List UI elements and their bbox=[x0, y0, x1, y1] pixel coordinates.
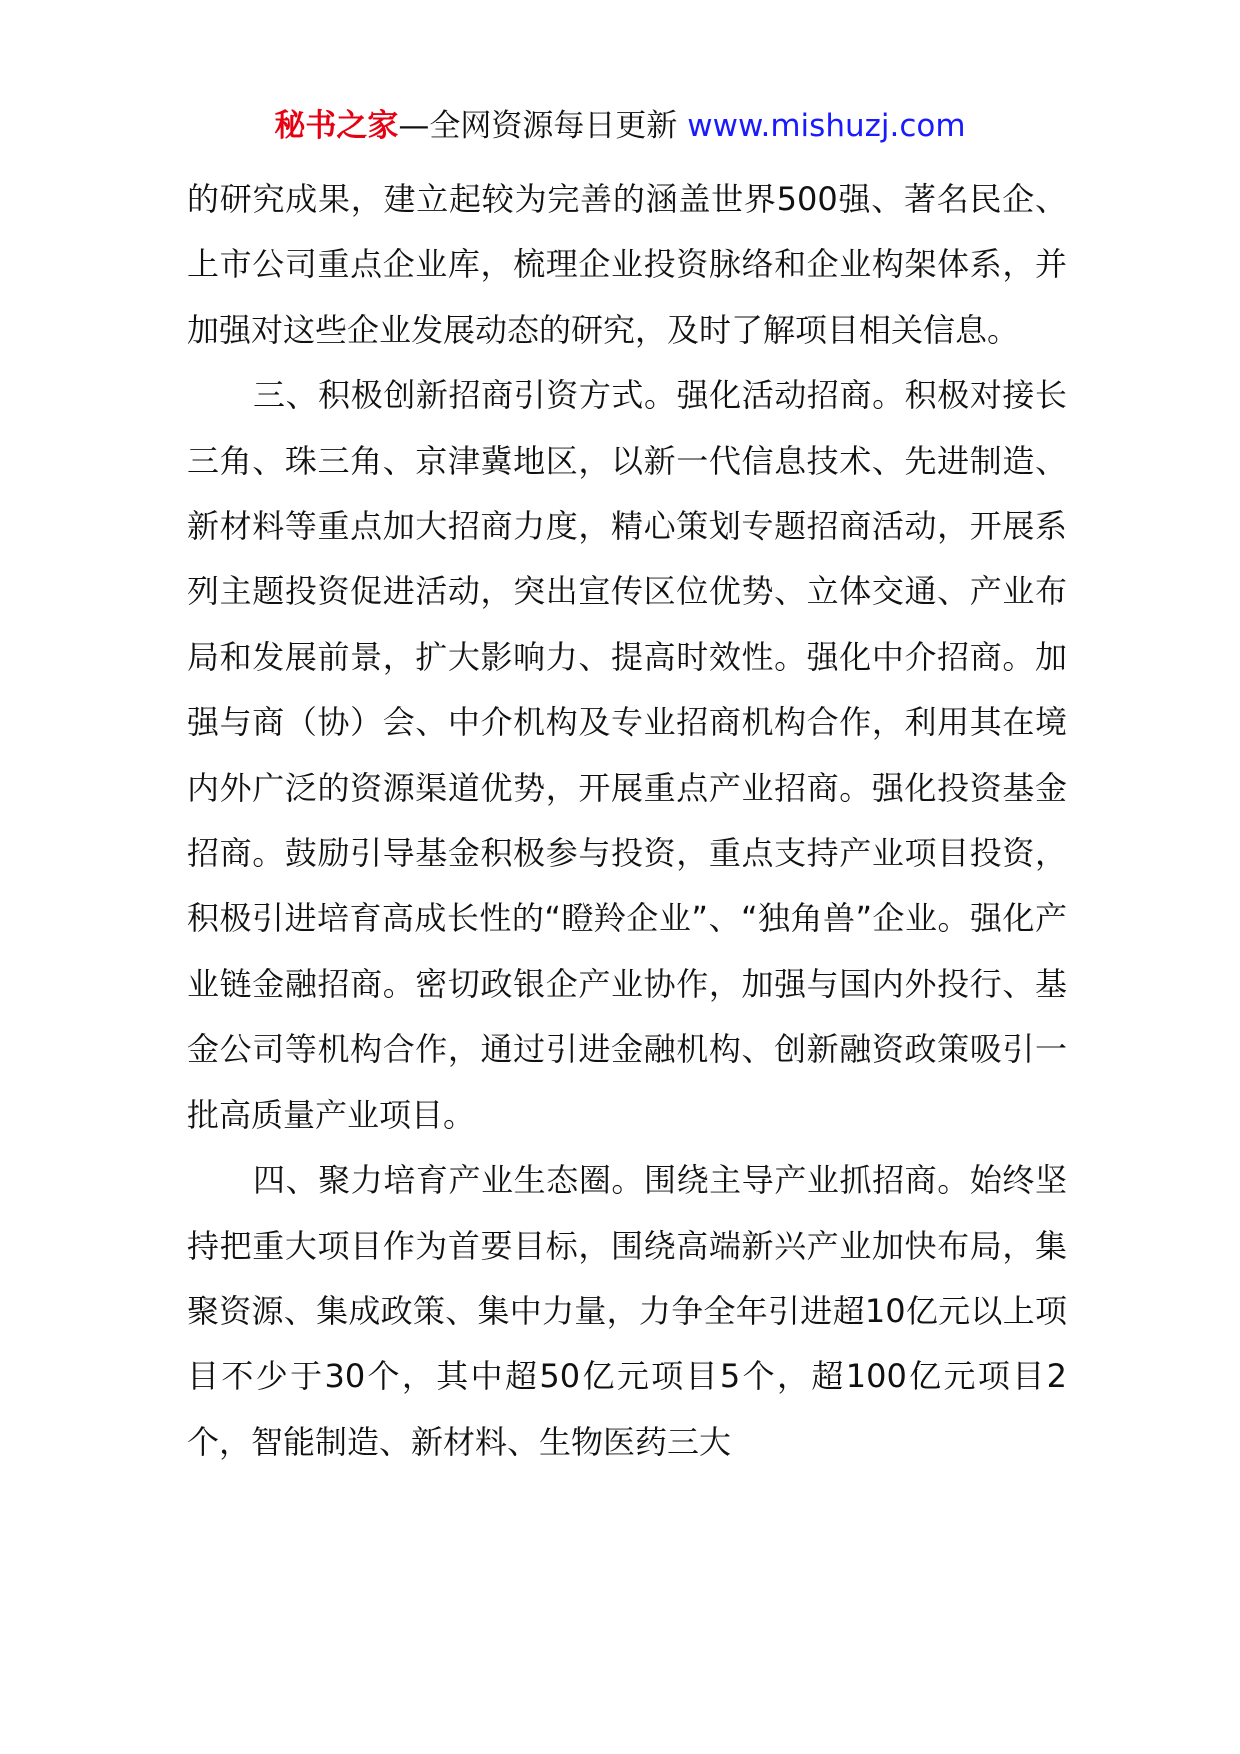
site-url[interactable]: www.mishuzj.com bbox=[687, 108, 966, 144]
paragraph-section-four: 四、聚力培育产业生态圈。围绕主导产业抓招商。始终坚持把重大项目作为首要目标，围绕高端新兴产业加快布局，集聚资源、集成政策、集中力量，力争全年引进超10亿元以上项目不少于30个，其中超50亿元项目5个，超100亿元项目2个，智能制造、新材料、生物医药三大 bbox=[187, 1161, 1067, 1461]
paragraph-continuation: 的研究成果，建立起较为完善的涵盖世界500强、著名民企、上市公司重点企业库，梳理企业投资脉络和企业构架体系，并加强对这些企业发展动态的研究，及时了解项目相关信息。 bbox=[187, 180, 1067, 349]
paragraph-section-three: 三、积极创新招商引资方式。强化活动招商。积极对接长三角、珠三角、京津冀地区，以新一代信息技术、先进制造、新材料等重点加大招商力度，精心策划专题招商活动，开展系列主题投资促进活动，突出宣传区位优势、立体交通、产业布局和发展前景，扩大影响力、提高时效性。强化中介招商。加强与商（协）会、中介机构及专业招商机构合作，利用其在境内外广泛的资源渠道优势，开展重点产业招商。强化投资基金招商。鼓励引导基金积极参与投资，重点支持产业项目投资，积极引进培育高成长性的“瞪羚企业”、“独角兽”企业。强化产业链金融招商。密切政银企产业协作，加强与国内外投行、基金公司等机构合作，通过引进金融机构、创新融资政策吸引一批高质量产业项目。 bbox=[187, 376, 1067, 1134]
site-tagline: —全网资源每日更新 bbox=[398, 108, 688, 144]
page-header bbox=[0, 104, 1240, 148]
document-body bbox=[187, 167, 1067, 1475]
site-brand: 秘书之家 bbox=[274, 108, 399, 144]
